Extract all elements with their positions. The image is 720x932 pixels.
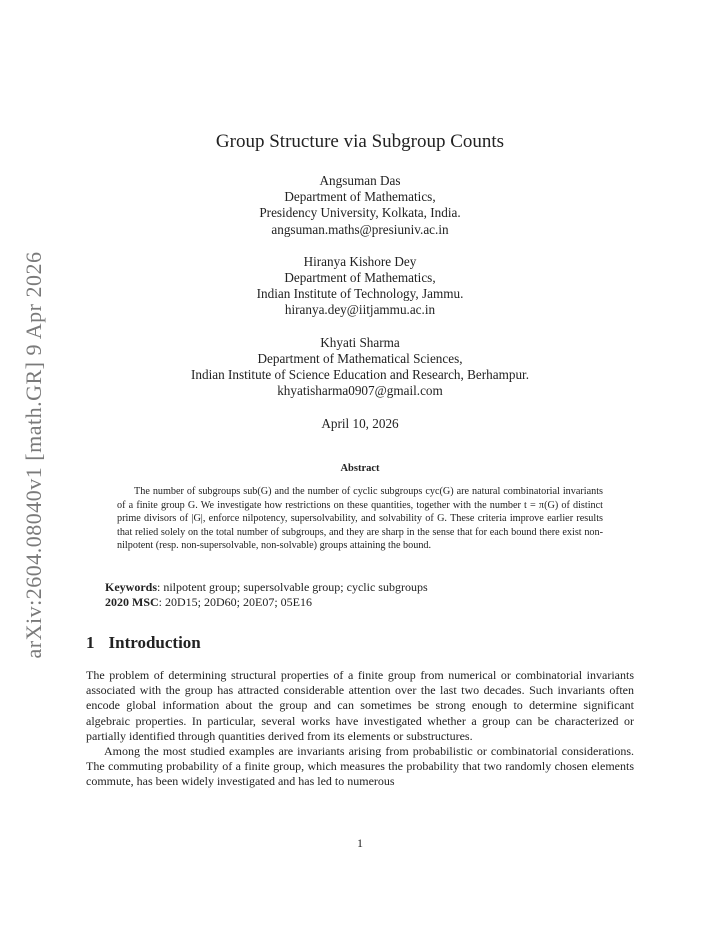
keywords-label: Keywords [105,580,157,594]
keywords-value: : nilpotent group; supersolvable group; cyclic subgroups [157,580,428,594]
msc-value: : 20D15; 20D60; 20E07; 05E16 [158,595,312,609]
introduction-body [86,668,634,790]
author-block [0,335,720,400]
author-email: hiranya.dey@iitjammu.ac.in [284,302,436,318]
abstract-text: The number of subgroups sub(G) and the number of cyclic subgroups cyc(G) are natural combinatorial invariants of a finite group G. We investigate how restrictions on these quantities, together with the number t = π(G) of distinct prime divisors of |G|, enforce nilpotency, supersolvability, and solvability of G. These criteria improve earlier results that relied solely on the total number of subgroups, and they are sharp in the sense that for each bound there exist non-nilpotent (resp. non-supersolvable, non-solvable) groups attaining the bound. [117,486,603,551]
keywords-block [105,580,428,610]
arxiv-identifier-stamp: arXiv:2604.08040v1 [math.GR] 9 Apr 2026 [21,251,46,659]
author-list [0,173,720,415]
paragraph: The problem of determining structural properties of a finite group from numerical or combinatorial invariants associated with the group has attracted considerable attention over the last two decades. Such invariants often encode global information about the group and can sometimes be strong enough to determine significant algebraic properties. In particular, several works have investigated whether a group can be characterized or partially identified through quantities derived from its elements or substructures. [86,668,634,743]
author-department: Department of Mathematical Sciences, [257,350,463,366]
msc-label: 2020 MSC [105,595,159,609]
author-block [0,254,720,319]
section-title: Introduction [108,633,201,652]
author-institution: Indian Institute of Science Education and Research, Berhampur. [191,367,529,383]
author-name: Angsuman Das [319,173,401,188]
paragraph: Among the most studied examples are invariants arising from probabilistic or combinatorial considerations. The commuting probability of a finite group, which measures the probability that two randomly chosen elements commute, has been widely investigated and has led to numerous [86,744,634,789]
section-heading [86,633,201,653]
author-name: Khyati Sharma [320,334,400,350]
section-number: 1 [86,633,95,652]
author-department: Department of Mathematics, [284,270,436,286]
abstract-heading: Abstract [340,463,380,474]
publication-date: April 10, 2026 [321,416,399,431]
author-block [0,173,720,238]
author-email: khyatisharma0907@gmail.com [277,383,443,399]
keywords-line [105,580,428,595]
author-email: angsuman.maths@presiuniv.ac.in [271,221,449,237]
author-name: Hiranya Kishore Dey [303,253,417,269]
author-department: Department of Mathematics, [284,189,436,205]
msc-line [105,595,428,610]
author-institution: Presidency University, Kolkata, India. [259,205,461,221]
author-institution: Indian Institute of Technology, Jammu. [256,286,464,302]
paper-title: Group Structure via Subgroup Counts [215,131,505,152]
page-number: 1 [357,836,363,850]
